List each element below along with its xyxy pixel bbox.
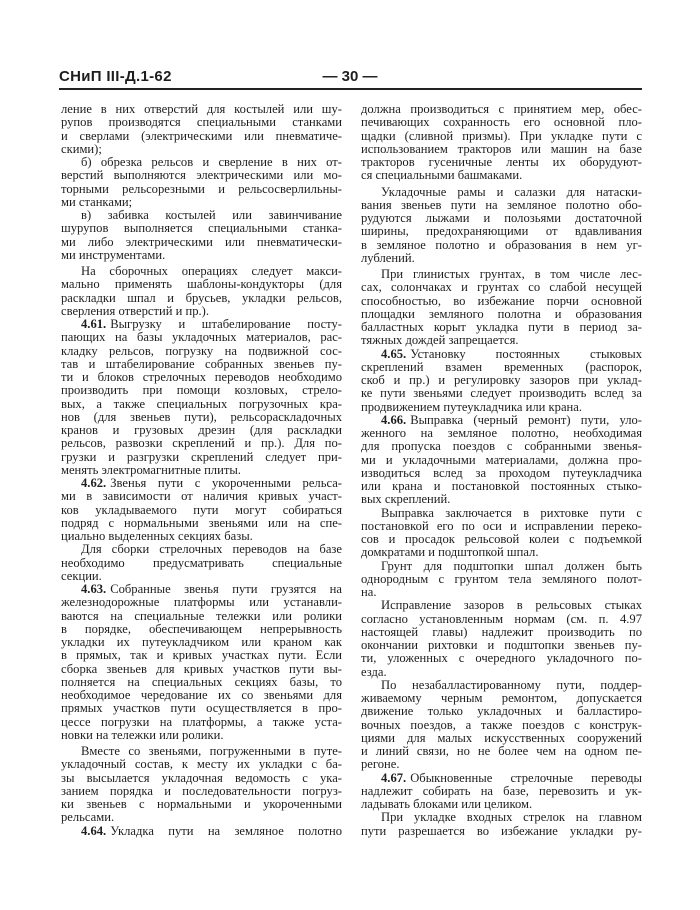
text-line — [361, 239, 642, 252]
line-text: производить при помощи козловых, стрело- — [61, 383, 342, 398]
line-text: верстий выполняются электрическими или мо- — [61, 168, 342, 183]
text-line — [361, 825, 642, 838]
line-text: Выгрузку и штабелирование посту- — [110, 317, 342, 331]
line-text: секции. — [61, 568, 102, 583]
line-text: пающих на базы укладочных материалов, рас- — [61, 330, 342, 345]
line-text: для пропуска поездов с собранными звенья- — [361, 439, 642, 454]
text-line — [61, 477, 342, 490]
text-line — [61, 772, 342, 785]
text-column-right — [361, 103, 642, 838]
text-line — [361, 295, 642, 308]
line-text: и линий связи, но не более чем на одном пе- — [361, 744, 642, 758]
section-number: 4.64. — [81, 823, 107, 838]
line-text: кладку рельсов, погрузку на подвижной сос- — [61, 343, 342, 358]
text-line — [61, 371, 342, 384]
line-text: надлежит собирать на базе, перевозить и ук- — [361, 783, 642, 798]
line-text: ление в них отверстий для костылей или шу- — [61, 102, 342, 116]
line-text: ти, уложенных с очередного укладочного по- — [361, 651, 642, 666]
line-text: сов и просадок рельсовой колеи с подъемкой — [361, 532, 642, 546]
line-text: тав и штабелирование собранных звеньев пу- — [61, 356, 342, 371]
line-text: цессе погрузки на платформы, а также уста- — [61, 714, 342, 729]
line-text: ваются на специальные тележки или ролики — [61, 608, 342, 623]
text-line — [61, 222, 342, 235]
text-line — [361, 143, 642, 156]
text-line — [361, 626, 642, 639]
text-line — [361, 666, 642, 679]
line-text: Обыкновенные стрелочные переводы — [410, 770, 642, 785]
text-line — [361, 225, 642, 238]
text-line — [361, 785, 642, 798]
text-line — [61, 358, 342, 371]
line-text: шурупов выполняется специальными станка- — [61, 221, 342, 236]
text-line — [61, 278, 342, 291]
line-text: и сверлами (электрическими или пневматиче- — [61, 128, 342, 143]
text-line — [361, 268, 642, 281]
text-line — [61, 583, 342, 596]
line-text: зы высылается укладочная ведомость с ука- — [61, 770, 342, 785]
line-text: необходимо предусматривать специальные — [61, 555, 342, 570]
line-text: женного на земляное полотно, необходимая — [361, 426, 642, 440]
line-text: живаемому черным ремонтом, допускается — [361, 691, 642, 705]
line-text: укладки их путеукладчиком или краном как — [61, 635, 342, 649]
text-line — [361, 199, 642, 212]
text-line — [361, 546, 642, 559]
text-line — [61, 318, 342, 331]
section-number: 4.66. — [381, 412, 407, 427]
text-line — [61, 610, 342, 623]
line-text: или крана и постановкой постоянных стыко- — [361, 479, 642, 493]
line-text: вых скреплений. — [361, 492, 451, 507]
text-line — [61, 411, 342, 424]
section-number: 4.65. — [381, 346, 407, 361]
text-line — [361, 811, 642, 824]
text-line — [361, 480, 642, 493]
line-text: настоящей главы) надлежит производить по — [361, 624, 642, 639]
line-text: По незабалластированному пути, поддер- — [381, 677, 642, 692]
line-text: скреплений взамен временных (распорок, — [361, 359, 642, 374]
text-line — [61, 265, 342, 278]
line-text: Укладочные рамы и салазки для натаски- — [381, 184, 642, 199]
line-text: кранов и грузовых дрезин (для раскладки — [61, 423, 342, 437]
text-line — [61, 424, 342, 437]
text-line — [361, 692, 642, 705]
text-line — [361, 533, 642, 546]
text-line — [61, 130, 342, 143]
line-text: постановкой его по оси и исправлении переко- — [361, 518, 642, 533]
line-text: изводиться вслед за проходом путеукладчика — [361, 465, 642, 480]
line-text: сах, солончаках и грунтах со слабой несущей — [361, 280, 642, 295]
text-line — [61, 543, 342, 556]
text-line — [61, 636, 342, 649]
line-text: согласно установленным нормам (см. п. 4.97 — [361, 611, 642, 626]
line-text: Выправка (черный ремонт) пути, уло- — [410, 412, 642, 427]
text-line — [61, 196, 342, 209]
text-line — [61, 570, 342, 583]
text-line — [61, 596, 342, 609]
line-text: б) обрезка рельсов и сверление в них от- — [81, 155, 342, 169]
text-line — [61, 490, 342, 503]
line-text: рудуются лыжами и полозьями достаточной — [361, 211, 642, 225]
line-text: лублений. — [361, 250, 415, 265]
text-line — [61, 183, 342, 196]
line-text: укладочный состав, к месту их укладки с ба- — [61, 757, 342, 772]
text-line — [361, 116, 642, 129]
text-line — [61, 384, 342, 397]
line-text: щадки (сливной призмы). При укладке пути с — [361, 128, 642, 143]
line-text: ков укладываемого пути могут собираться — [61, 502, 342, 517]
line-text: ми и укладочными материалами, должна про- — [361, 452, 642, 467]
line-text: мально применять шаблоны-кондукторы (для — [61, 277, 342, 292]
line-text: ми станками; — [61, 194, 133, 209]
line-text: раскладки шпал и брусьев, укладки рельсов, — [61, 290, 342, 305]
line-text: Грунт для подштопки шпал должен быть — [381, 558, 642, 573]
document-code: СНиП III-Д.1-62 — [59, 68, 172, 85]
text-line — [361, 387, 642, 400]
line-text: ки звеньев с нормальными и укороченными — [61, 797, 342, 811]
line-text: в прямых, так и кривых участках пути. Если — [61, 648, 342, 663]
line-text: Исправление зазоров в рельсовых стыках — [381, 598, 642, 613]
line-text: площадки земляного полотна и образования — [361, 306, 642, 321]
text-line — [61, 689, 342, 702]
text-line — [361, 772, 642, 785]
line-text: движение только укладочных и балластиро- — [361, 704, 642, 719]
line-text: вания звеньев пути на земляное полотно обо- — [361, 197, 642, 212]
text-line — [61, 116, 342, 129]
text-line — [361, 573, 642, 586]
header-rule — [59, 88, 642, 90]
line-text: железнодорожные платформы или устанавли- — [61, 595, 342, 610]
text-line — [61, 811, 342, 824]
line-text: подряд с нормальными звеньями или на спе- — [61, 515, 342, 530]
text-line — [361, 705, 642, 718]
text-line — [361, 427, 642, 440]
text-line — [61, 236, 342, 249]
text-line — [61, 103, 342, 116]
line-text: в земляное полотно и образования в нем уг- — [361, 237, 642, 252]
line-text: необходимое чередование их со звеньями для — [61, 688, 342, 702]
text-line — [61, 798, 342, 811]
text-line — [61, 517, 342, 530]
text-line — [61, 305, 342, 318]
text-line — [61, 785, 342, 798]
line-text: продвижением путеукладчика или крана. — [361, 399, 583, 414]
line-text: балластных корыт укладка пути в период за- — [361, 320, 642, 334]
text-line — [361, 507, 642, 520]
text-line — [361, 719, 642, 732]
text-line — [61, 143, 342, 156]
line-text: регоне. — [361, 757, 400, 772]
line-text: домкратами и подштопкой шпал. — [361, 545, 539, 560]
text-line — [361, 281, 642, 294]
line-text: способностью, во избежание порчи основной — [361, 293, 642, 308]
text-line — [361, 586, 642, 599]
line-text: менять электромагнитные плиты. — [61, 462, 241, 477]
text-line — [61, 745, 342, 758]
text-line — [361, 334, 642, 347]
line-text: ми инструментами. — [61, 247, 166, 262]
line-text: Укладка пути на земляное полотно — [110, 823, 342, 838]
text-line — [361, 798, 642, 811]
text-line — [61, 209, 342, 222]
text-line — [361, 401, 642, 414]
text-line — [361, 103, 642, 116]
line-text: в) забивка костылей или завинчивание — [81, 208, 342, 222]
text-line — [61, 331, 342, 344]
line-text: Установку постоянных стыковых — [410, 346, 642, 361]
line-text: ладывать блоками или целиком. — [361, 797, 533, 811]
text-line — [361, 454, 642, 467]
text-line — [361, 652, 642, 665]
text-line — [61, 464, 342, 477]
text-line — [361, 374, 642, 387]
line-text: использованием тракторов или машин на базе — [361, 141, 642, 156]
line-text: полняется на специальных секциях базы, то — [61, 674, 342, 689]
text-line — [361, 348, 642, 361]
text-line — [61, 156, 342, 169]
line-text: ти и блоков стрелочных переводов необходимо — [61, 370, 342, 384]
line-text: рупов производятся специальными станками — [61, 115, 342, 130]
text-line — [361, 361, 642, 374]
text-line — [61, 758, 342, 771]
line-text: Звенья пути с укороченными рельса- — [110, 476, 342, 490]
line-text: вочных поездов, а также поездов с конструк- — [361, 717, 642, 732]
line-text: На сборочных операциях следует макси- — [81, 264, 342, 278]
text-line — [361, 745, 642, 758]
line-text: сверления отверстий и пр.). — [61, 303, 210, 318]
text-line — [361, 758, 642, 771]
line-text: прямых участков пути осуществляется в про- — [61, 701, 342, 716]
line-text: сборка звеньев для кривых участков пути вы- — [61, 661, 342, 676]
text-line — [61, 729, 342, 742]
text-line — [61, 345, 342, 358]
text-line — [61, 398, 342, 411]
text-line — [361, 321, 642, 334]
text-line — [61, 702, 342, 715]
text-line — [61, 530, 342, 543]
line-text: нов (для звеньев пути), рельсораскладочных — [61, 409, 342, 424]
line-text: вых, а также специальных погрузочных кра- — [61, 396, 342, 411]
line-text: новки на тележки или ролики. — [61, 727, 224, 742]
text-line — [361, 186, 642, 199]
line-text: ми в зависимости от наличия кривых участ- — [61, 489, 342, 504]
line-text: однородным с грунтом тела земляного полот- — [361, 571, 642, 586]
text-line — [361, 156, 642, 169]
line-text: окончании рихтовки и подштопки звеньев пу- — [361, 638, 642, 652]
section-number: 4.62. — [81, 476, 107, 490]
line-text: циями для малых искусственных сооружений — [361, 730, 642, 745]
text-line — [361, 560, 642, 573]
line-text: рельсами. — [61, 810, 115, 825]
line-text: Выправка заключается в рихтовке пути с — [381, 505, 642, 520]
section-number: 4.63. — [81, 582, 107, 596]
text-line — [361, 252, 642, 265]
line-text: При укладке входных стрелок на главном — [381, 810, 642, 825]
text-line — [361, 679, 642, 692]
text-line — [61, 249, 342, 262]
text-line — [61, 437, 342, 450]
text-line — [61, 825, 342, 838]
text-line — [361, 599, 642, 612]
text-line — [361, 732, 642, 745]
line-text: тяжных дождей запрещается. — [361, 333, 519, 348]
line-text: на. — [361, 585, 377, 599]
text-line — [361, 414, 642, 427]
text-line — [361, 467, 642, 480]
line-text: пути разрешается во избежание укладки ру- — [361, 823, 642, 838]
line-text: скоб и пр.) и регулировку зазоров при уклад- — [361, 373, 642, 387]
line-text: Для сборки стрелочных переводов на базе — [81, 542, 342, 557]
text-line — [361, 613, 642, 626]
line-text: ся специальными башмаками. — [361, 168, 523, 183]
text-line — [361, 440, 642, 453]
text-line — [361, 169, 642, 182]
text-line — [61, 623, 342, 636]
line-text: Собранные звенья пути грузятся на — [110, 582, 342, 596]
text-line — [61, 292, 342, 305]
line-text: ширины, предохраняющими от вдавливания — [361, 224, 642, 239]
text-line — [61, 169, 342, 182]
text-line — [61, 663, 342, 676]
line-text: торными рельсорезными и рельсосверлильны- — [61, 181, 342, 196]
line-text: скими); — [61, 141, 102, 156]
line-text: должна производиться с принятием мер, обес- — [361, 102, 642, 116]
page-number: — 30 — — [322, 68, 378, 85]
text-line — [61, 451, 342, 464]
line-text: рельсов, развозки скреплений и пр.). Для по- — [61, 436, 342, 451]
text-line — [361, 308, 642, 321]
line-text: печивающих сохранность его основной пло- — [361, 115, 642, 130]
text-line — [361, 520, 642, 533]
text-line — [61, 557, 342, 570]
line-text: занием порядка и последовательности погруз- — [61, 783, 342, 798]
text-line — [361, 130, 642, 143]
text-line — [61, 716, 342, 729]
line-text: циально выделенных секциях базы. — [61, 529, 253, 543]
text-line — [61, 676, 342, 689]
line-text: тракторов гусеничные ленты их оборудуют- — [361, 155, 642, 169]
line-text: ми либо электрическими или пневматически- — [61, 234, 342, 249]
text-column-left — [61, 103, 342, 838]
line-text: езда. — [361, 664, 387, 679]
text-line — [361, 493, 642, 506]
text-line — [361, 639, 642, 652]
line-text: грузки и разгрузки скреплений следует при- — [61, 449, 342, 464]
line-text: ке пути звеньями следует производить вслед за — [361, 386, 642, 401]
line-text: При глинистых грунтах, в том числе лес- — [381, 267, 642, 281]
section-number: 4.61. — [81, 317, 107, 331]
page-header — [59, 68, 641, 88]
text-line — [61, 649, 342, 662]
line-text: Вместе со звеньями, погруженными в путе- — [81, 744, 342, 758]
text-line — [361, 212, 642, 225]
text-line — [61, 504, 342, 517]
section-number: 4.67. — [381, 770, 407, 785]
line-text: в порядке, обеспечивающем непрерывность — [61, 621, 342, 636]
